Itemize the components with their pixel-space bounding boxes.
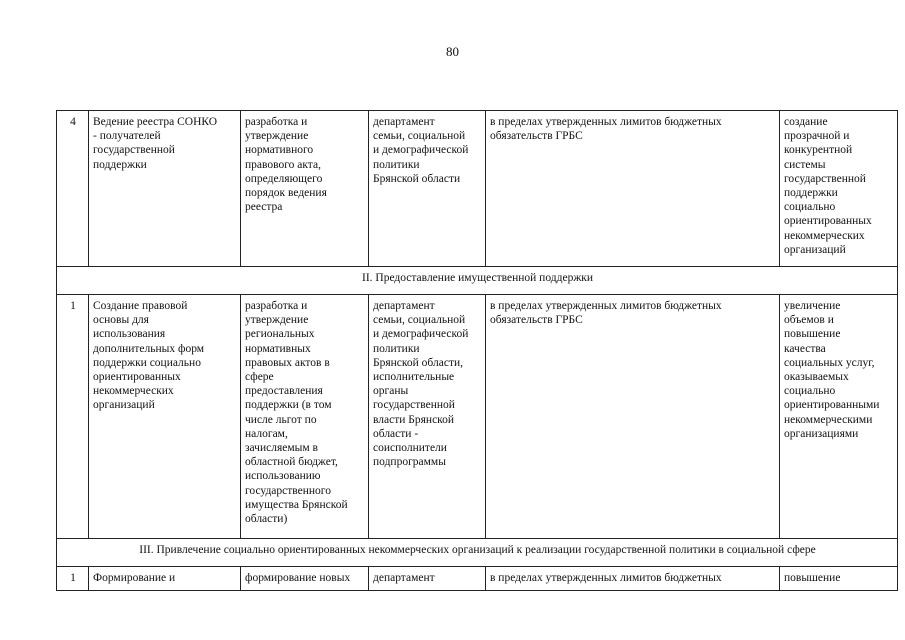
text-line: в пределах утвержденных лимитов бюджетных [490, 116, 722, 128]
text-line: в пределах утвержденных лимитов бюджетных [490, 300, 722, 312]
text-line: ориентированных [784, 215, 872, 228]
text-line: государственной [93, 144, 175, 157]
text-line: соисполнители [373, 442, 447, 455]
implementation-method [241, 295, 369, 539]
text-line: семьи, социальной [373, 130, 466, 143]
text-line: политики [373, 342, 420, 355]
row-number: 1 [57, 567, 89, 591]
text-line: нормативного [245, 144, 314, 157]
text-line: ориентированными [784, 399, 880, 412]
text-line: обязательств ГРБС [490, 130, 583, 143]
section-title: II. Предоставление имущественной поддержки [57, 267, 898, 295]
text-line: использования [93, 328, 166, 341]
text-line: порядок ведения [245, 187, 327, 200]
text-line: организаций [784, 243, 846, 256]
text-line: формирование новых [245, 572, 351, 584]
text-line: определяющего [245, 172, 323, 185]
row-number: 4 [57, 111, 89, 267]
activity-name [89, 567, 241, 591]
text-line: Ведение реестра СОНКО [93, 116, 218, 128]
text-line: объемов и [784, 314, 834, 327]
text-line: некоммерческими [784, 413, 873, 426]
text-line: налогам, [245, 427, 288, 440]
text-line: оказываемых [784, 371, 849, 384]
text-line: Создание правовой [93, 300, 188, 312]
text-line: департамент [373, 572, 435, 584]
text-line: поддержки социально [93, 356, 201, 369]
responsible-executor [369, 295, 486, 539]
text-line: региональных [245, 328, 315, 341]
funding-source [486, 295, 780, 539]
text-line: создание [784, 116, 828, 128]
expected-result [780, 295, 898, 539]
section-title: III. Привлечение социально ориентированных некоммерческих организаций к реализации государственной политики в социальной сфере [57, 539, 898, 567]
text-line: обязательств ГРБС [490, 314, 583, 327]
text-line: некоммерческих [784, 229, 865, 242]
text-line: зачисляемым в [245, 442, 318, 455]
text-line: основы для [93, 314, 149, 327]
funding-source [486, 111, 780, 267]
text-line: поддержки [93, 158, 147, 171]
text-line: органы [373, 385, 409, 398]
text-line: дополнительных форм [93, 342, 205, 355]
text-line: государственной [784, 172, 866, 185]
text-line: числе льгот по [245, 413, 317, 426]
text-line: социально [784, 201, 836, 214]
text-line: разработка и [245, 300, 308, 312]
text-line: повышение [784, 328, 841, 341]
text-line: политики [373, 158, 420, 171]
text-line: прозрачной и [784, 130, 850, 143]
text-line: использованию [245, 470, 321, 483]
expected-result [780, 567, 898, 591]
text-line: области) [245, 513, 288, 526]
text-line: департамент [373, 116, 435, 128]
section-header-row [57, 539, 898, 567]
text-line: и демографической [373, 144, 469, 157]
text-line: организаций [93, 399, 155, 412]
funding-source [486, 567, 780, 591]
text-line: сфере [245, 371, 274, 384]
text-line: повышение [784, 572, 841, 584]
table-row [57, 111, 898, 267]
text-line: семьи, социальной [373, 314, 466, 327]
text-line: организациями [784, 427, 859, 440]
text-line: имущества Брянской [245, 498, 348, 511]
text-line: качества [784, 342, 826, 355]
text-line: поддержки (в том [245, 399, 332, 412]
expected-result [780, 111, 898, 267]
text-line: правовых актов в [245, 356, 330, 369]
text-line: подпрограммы [373, 456, 446, 469]
text-line: поддержки [784, 187, 838, 200]
row-number: 1 [57, 295, 89, 539]
responsible-executor [369, 111, 486, 267]
text-line: конкурентной [784, 144, 853, 157]
text-line: нормативных [245, 342, 311, 355]
text-line: государственного [245, 484, 331, 497]
text-line: разработка и [245, 116, 308, 128]
text-line: увеличение [784, 300, 841, 312]
text-line: власти Брянской [373, 413, 455, 426]
text-line: Брянской области [373, 172, 461, 185]
activity-name [89, 111, 241, 267]
text-line: области - [373, 427, 419, 440]
table-row [57, 567, 898, 591]
text-line: социально [784, 385, 836, 398]
text-line: утверждение [245, 314, 309, 327]
section-header-row [57, 267, 898, 295]
text-line: системы [784, 158, 826, 171]
text-line: Формирование и [93, 572, 176, 584]
table-row [57, 295, 898, 539]
text-line: предоставления [245, 385, 323, 398]
activity-name [89, 295, 241, 539]
text-line: - получателей [93, 130, 161, 143]
text-line: и демографической [373, 328, 469, 341]
text-line: правового акта, [245, 158, 321, 171]
text-line: исполнительные [373, 371, 455, 384]
text-line: ориентированных [93, 371, 181, 384]
text-line: реестра [245, 201, 283, 214]
text-line: областной бюджет, [245, 456, 338, 469]
activities-table [56, 110, 898, 591]
text-line: Брянской области, [373, 356, 464, 369]
implementation-method [241, 567, 369, 591]
text-line: некоммерческих [93, 385, 174, 398]
responsible-executor [369, 567, 486, 591]
text-line: государственной [373, 399, 455, 412]
text-line: социальных услуг, [784, 356, 875, 369]
text-line: в пределах утвержденных лимитов бюджетных [490, 572, 722, 584]
text-line: утверждение [245, 130, 309, 143]
implementation-method [241, 111, 369, 267]
page-number: 80 [446, 44, 459, 59]
text-line: департамент [373, 300, 435, 312]
